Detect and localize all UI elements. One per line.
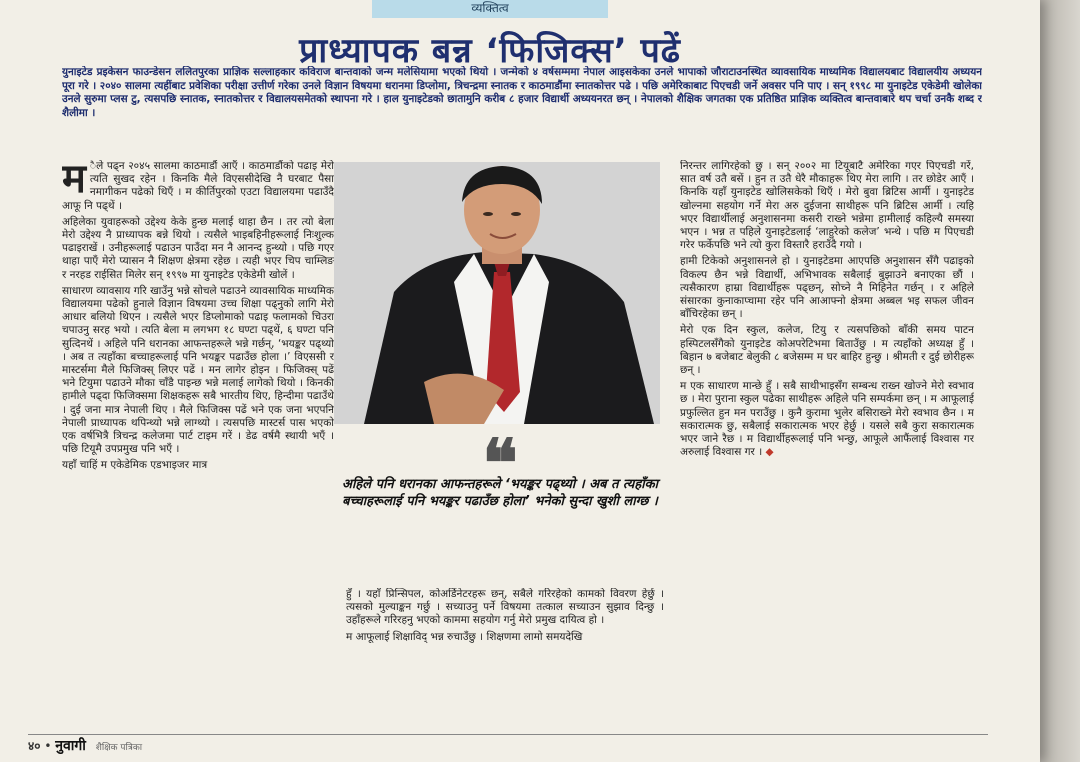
paragraph: निरन्तर लागिरहेको छु । सन् २००२ मा टियूबाटै अमेरिका गएर पिएचडी गरें, सात वर्ष उतै बसें । हुन त उतै धेरै मौकाहरू थिए मेरा लागि । तर छोडेर आएँ । किनकि यहाँ युनाइटेड खोलिसकेको थिएँ । मेरो बुवा ब्रिटिस आर्मी । युनाइटेड खोल्नमा सहयोग गर्ने मेरा अरु दुईजना साथीहरू पनि ब्रिटिस आर्मी । त्यहि भएर विद्यार्थीलाई अनुशासनमा कसरी राख्ने भन्नेमा हामीलाई कहिल्यै समस्या भएन । भन्न त पहिले युनाइटेडलाई ‘लाहुरेको कलेज’ भन्थे । पछि म पिएचडी गरेर फर्केपछि भने त्यो कुरा विस्तारै हराउँदै गयो । [680,160,974,252]
page-edge [1040,0,1080,762]
column-middle [346,588,664,728]
paragraph: हुँ । यहाँ प्रिन्सिपल, कोअर्डिनेटरहरू छन्, सबैले गरिरहेको कामको विवरण हेर्छु । त्यसको मुल्याङ्कन गर्छु । सच्याउनु पर्ने विषयमा तत्काल सच्याउन सुझाव दिन्छु । उहाँहरूले गरिरहनु भएको काममा सहयोग गर्नु मेरो प्रमुख दायित्व हो । [346,588,664,627]
magazine-subtitle: शैक्षिक पत्रिका [95,743,143,753]
paragraph: यहाँ चाहिं म एकेडेमिक एडभाइजर मात्र [62,459,208,472]
first-paragraph [62,160,334,213]
paragraph-text: म एक साधारण मान्छे हुँ । सबै साथीभाइसँग सम्बन्ध राख्न खोज्ने मेरो स्वभाव छ । मेरा पुराना स्कुल पढेका साथीहरू अहिले पनि सम्पर्कमा छन् । म आफूलाई प्रफुल्लित हुन मन पराउँछु । कुनै कुरामा भुलेर बसिराख्ने मेरो स्वभाव छैन । म सकारात्मक छु, सबैलाई सकारात्मक भएर हेर्छु । यसले सबै कुरा सकारात्मक भएर जाने रैछ । म विद्यार्थीहरूलाई पनि भन्छु, आफूले आफैंलाई विश्वास गर अरुलाई विश्वास गर । [680,380,974,459]
pull-quote: अहिले पनि धरानका आफन्तहरूले ‘भयङ्कर पढ्थ्यो । अब त त्यहाँका बच्चाहरूलाई पनि भयङ्कर पढाउँछ होला’ भनेको सुन्दा खुशी लाग्छ । [342,477,658,509]
paragraph: म आफूलाई शिक्षाविद् भन्न रुचाउँछु । शिक्षणमा लामो समयदेखि [346,630,583,643]
drop-cap: म [62,160,86,202]
column-left [62,160,334,728]
magazine-name: नुवागी [55,738,86,754]
paragraph: हामी टिकेको अनुशासनले हो । युनाइटेडमा आएपछि अनुशासन सँगै पढाइको विकल्प छैन भन्ने विद्यार्थी, अभिभावक सबैलाई बुझाउने बनाएका छौं । त्यसैकारण हाम्रा विद्यार्थीहरू पढ्छन्, सोच्ने नै मिहिनेत गर्छन् । र अहिले संसारका कुनाकाप्चामा रहेर पनि आआफ्नो क्षेत्रमा अब्बल भइ सफल जीवन बाँचिरहेका छन् । [680,255,974,321]
page-footer [28,734,988,759]
end-mark-icon: ◆ [765,446,774,459]
headline: प्राध्यापक बन्न ‘फिजिक्स’ पढें [299,31,681,71]
column-right [680,160,974,718]
bullet-icon: • [44,739,56,753]
paragraph: अहिलेका युवाहरूको उद्देश्य केके हुन्छ मलाई थाहा छैन । तर त्यो बेला मेरो उद्देश्य नै प्राध्यापक बन्ने थियो । त्यसैले भाइबहिनीहरूलाई निःशुल्क पढाइराखें । उनीहरूलाई पढाउन पाउँदा मन नै आनन्द हुन्थ्यो । पछि गएर थाहा पाएँ मेरो प्यासन नै शिक्षण क्षेत्रमा रहेछ । त्यही भएर चिप चाम्लिङ र नरहड राईसित मिलेर सन् १९९७ मा युनाइटेड एकेडेमी खोलें । [62,215,334,281]
paragraph: साधारण व्यावसाय गरि खाउँनु भन्ने सोचले पढाउने व्यावसायिक माध्यमिक विद्यालयमा पढेको हुनाले विज्ञान विषयमा उच्च शिक्षा पढ्नुको लागि मेरो आधार बलियो थिएन । त्यसैले भएर डिप्लोमाको पढाइ फलामको चिउरा चपाउनु सरह भयो । त्यति बेला म लगभग १८ घण्टा पढ्थें, ६ घण्टा पनि सुत्दिनथें । अहिले पनि धरानका आफन्तहरूले भन्ने गर्छन्, ‘भयङ्कर पढ्थ्यो । अब त त्यहाँका बच्चाहरूलाई पनि भयङ्कर पढाउँछ होला ।’ विएससी र मास्टर्समा मैले फिजिक्स् लिएर पढें । मन लागेर होइन । फिजिक्स् पढें भने टियुमा पढाउने मौका चाँडै पाइन्छ भन्ने मलाई लागेको थियो । किनकी हामीले पढ्दा फिजिक्समा शिक्षकहरू सबै भारतीय थिए, हिन्दीमा पढाउँथे । दुई जना मात्र नेपाली थिए । मैले फिजिक्स पढें भने एक जना भएपनि नेपाली प्राध्यापक थपिन्थ्यो भन्ने लाग्थ्यो । त्यसपछि मास्टर्स पास भएको एक वर्षभित्रै त्रिचन्द्र कलेजमा पार्ट टाइम गरें । डेढ वर्षमै स्थायी भएँ । पछि टियूमै उपप्रमुख पनि भएँ । [62,284,334,456]
first-paragraph-text: ैले पढ्न २०४५ सालमा काठमाडौं आएँ । काठमाडौंको पढाइ मेरो त्यति सुखद रहेन । किनकि मैले विएससीदेखि नै घरबाट पैसा नमागीकन पढेको थिएँ । म कीर्तिपुरको एउटा विद्यालयमा पढाउँदै आफू नि पढ्थें । [62,160,334,212]
portrait-photo [334,162,660,424]
section-tag: व्यक्तित्व [372,0,608,18]
paragraph: मेरो एक दिन स्कुल, कलेज, टियु र त्यसपछिको बाँकी समय पाटन हस्पिटलसँगैको युनाइटेड कोअपरेटिभमा बिताउँछु । म त्यहाँको अध्यक्ष हुँ । बिहान ७ बजेबाट बेलुकी ८ बजेसम्म म घर बाहिर हुन्छु । श्रीमती र दुई छोरीहरू छन् । [680,324,974,377]
page-number: ४० [28,739,41,753]
last-paragraph [680,380,974,459]
intro-paragraph: युनाइटेड प्रइकेसन फाउन्डेसन ललितपुरका प्राज्ञिक सल्लाहकार कविराज बान्तवाको जन्म मलेसियामा भएको थियो । जन्मेको ४ वर्षसम्ममा नेपाल आइसकेका उनले भापाको जौराटाउनस्थित व्यावसायिक माध्यमिक विद्यालयबाट विद्यालयीय अध्ययन पूरा गरे । २०४० सालमा त्यहींबाट प्रवेशिका परीक्षा उत्तीर्ण गरेका उनले विज्ञान विषयमा धरानमा डिप्लोमा, त्रिचन्द्रमा स्नातक र काठमाडौंमा स्नातकोत्तर पढे । पछि अमेरिकाबाट पिएचडी जर्ने अवसर पनि पाए । सन् १९९८ मा युनाइटेड एकेडेमी खोलेका उनले सुरुमा प्लस टु, त्यसपछि स्नातक, स्नातकोत्तर र विद्यालयसमेतको स्थापना गरे । हाल युनाइटेडको छातामुनि करीब ८ हजार विद्यार्थी अध्ययनरत छन् । नेपालको शैक्षिक जगतका एक प्रतिष्ठित प्राज्ञिक व्यक्तित्व बान्तवाबारे थप चर्चा उनकै शब्द र शैलीमा । [62,66,982,119]
portrait-image [334,162,660,424]
quote-mark-icon: ❝ [482,424,518,502]
